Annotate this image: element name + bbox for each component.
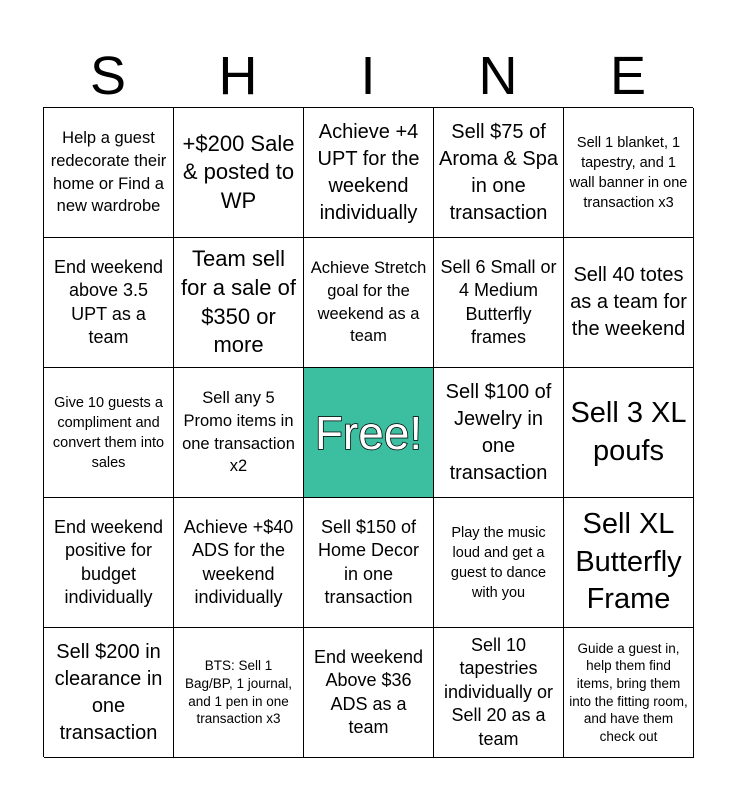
cell-text: End weekend Above $36 ADS as a team [313,646,424,737]
bingo-cell-r1c5[interactable] [564,108,694,238]
bingo-cell-r3c2[interactable] [174,368,304,498]
bingo-cell-r4c4[interactable] [434,498,564,628]
bingo-cell-r1c4[interactable] [434,108,564,238]
cell-text: Sell 10 tapestries individually or Sell 20 as a team [443,635,554,749]
cell-text: Sell 1 blanket, 1 tapestry, and 1 wall banner in one transaction x3 [569,134,688,211]
cell-text: Help a guest redecorate their home or Find a new wardrobe [50,128,167,216]
bingo-cell-r2c3[interactable] [304,238,434,368]
bingo-cell-r2c4[interactable] [434,238,564,368]
cell-text: Achieve Stretch goal for the weekend as a team [310,258,427,346]
cell-text: Team sell for a sale of $350 or more [181,246,296,358]
bingo-cell-r4c2[interactable] [174,498,304,628]
bingo-cell-r4c5[interactable] [564,498,694,628]
cell-text: Sell 6 Small or 4 Medium Butterfly frames [440,256,557,347]
bingo-cell-r1c1[interactable] [44,108,174,238]
cell-text: +$200 Sale & posted to WP [182,130,295,213]
header-letter-e: E [609,46,647,106]
cell-text: Achieve +4 UPT for the weekend individually [317,120,420,224]
cell-text: Play the music loud and get a guest to dance with you [450,524,547,601]
cell-text: Give 10 guests a compliment and convert them into sales [52,394,165,471]
header-letter-n: N [478,46,518,106]
bingo-cell-r5c4[interactable] [434,628,564,758]
cell-text: Sell 3 XL poufs [570,396,687,467]
free-space-label: Free! [314,406,423,459]
bingo-cell-r4c1[interactable] [44,498,174,628]
cell-text: Sell any 5 Promo items in one transaction x2 [182,388,295,476]
cell-text: End weekend positive for budget individually [53,516,164,607]
header-letter-i: I [360,46,376,106]
cell-text: Sell XL Butterfly Frame [575,507,682,616]
bingo-cell-r5c5[interactable] [564,628,694,758]
cell-text: Sell $200 in clearance in one transaction [54,640,163,744]
cell-text: Sell 40 totes as a team for the weekend [570,264,687,340]
bingo-cell-r3c5[interactable] [564,368,694,498]
bingo-cell-r5c3[interactable] [304,628,434,758]
header-letter-h: H [218,46,258,106]
bingo-cell-r1c2[interactable] [174,108,304,238]
cell-text: Sell $100 of Jewelry in one transaction [445,380,552,484]
cell-text: BTS: Sell 1 Bag/BP, 1 journal, and 1 pen in one transaction x3 [184,658,293,727]
bingo-cell-r3c1[interactable] [44,368,174,498]
header-letter-s: S [89,46,127,106]
bingo-cell-r2c2[interactable] [174,238,304,368]
cell-text: Sell $75 of Aroma & Spa in one transaction [439,120,558,224]
bingo-cell-r1c3[interactable] [304,108,434,238]
free-space-cell[interactable] [304,368,434,498]
bingo-grid [43,107,693,757]
bingo-cell-r5c1[interactable] [44,628,174,758]
bingo-cell-r3c4[interactable] [434,368,564,498]
bingo-cell-r2c5[interactable] [564,238,694,368]
bingo-cell-r2c1[interactable] [44,238,174,368]
cell-text: End weekend above 3.5 UPT as a team [53,256,164,347]
cell-text: Achieve +$40 ADS for the weekend individually [183,516,294,607]
bingo-cell-r4c3[interactable] [304,498,434,628]
cell-text: Guide a guest in, help them find items, bring them into the fitting room, and have them check out [569,640,688,744]
cell-text: Sell $150 of Home Decor in one transaction [317,516,420,607]
bingo-cell-r5c2[interactable] [174,628,304,758]
bingo-header [43,44,693,108]
